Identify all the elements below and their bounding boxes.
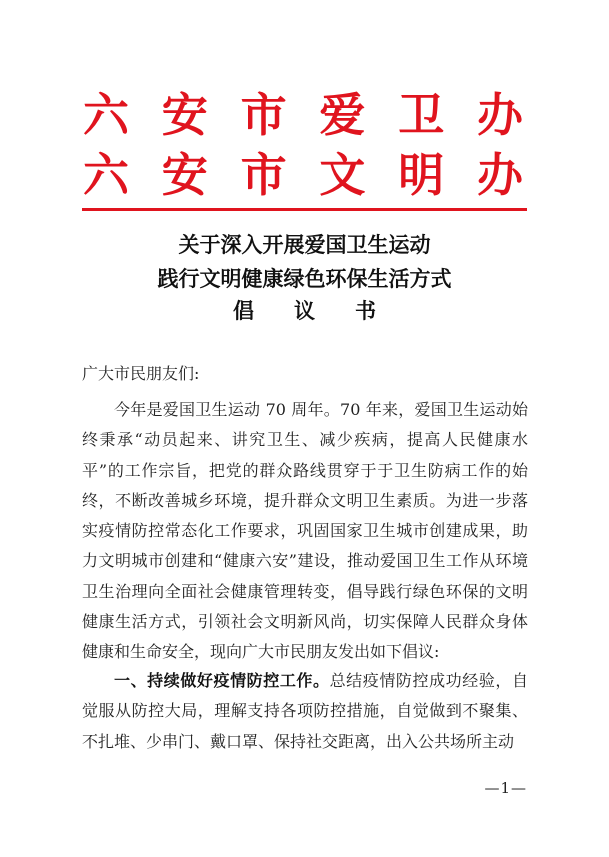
letterhead-char: 市 [240, 148, 287, 202]
section-1-heading: 一、持续做好疫情防控工作。 [114, 671, 330, 690]
page-number: —1— [484, 779, 527, 797]
letterhead-line-1 [78, 82, 528, 148]
letterhead-char: 市 [240, 88, 287, 142]
letterhead-char: 安 [161, 148, 208, 202]
letterhead-red-rule [82, 208, 527, 211]
letterhead-char: 安 [161, 88, 208, 142]
letterhead-char: 办 [476, 148, 523, 202]
salutation: 广大市民朋友们: [82, 364, 200, 383]
letterhead-char: 爱 [319, 88, 366, 142]
document-title-line-1: 关于深入开展爱国卫生运动 [178, 232, 431, 257]
letterhead-char: 六 [83, 148, 129, 202]
letterhead-char: 办 [476, 88, 523, 142]
letterhead-char: 文 [319, 148, 366, 202]
letterhead-line-2 [78, 142, 528, 208]
document-title-line-3: 倡议书 [233, 298, 416, 323]
paragraph-section-1 [82, 666, 528, 757]
letterhead-char: 卫 [398, 88, 445, 142]
section-1-text: 总结疫情防控成功经验，自觉服从防控大局，理解支持各项防控措施，自觉做到不聚集、不扎堆、少串门、戴口罩、保持社交距离，出入公共场所主动 [82, 671, 528, 751]
letterhead-char: 六 [83, 88, 129, 142]
letterhead-char: 明 [398, 148, 445, 202]
paragraph-intro: 今年是爱国卫生运动 70 周年。70 年来，爱国卫生运动始终秉承“动员起来、讲究卫生、减少疾病，提高人民健康水平”的工作宗旨，把党的群众路线贯穿于于卫生防病工作的始终，不断改善城乡环境，提升群众文明卫生素质。为进一步落实疫情防控常态化工作要求，巩固国家卫生城市创建成果，助力文明城市创建和“健康六安”建设，推动爱国卫生工作从环境卫生治理向全面社会健康管理转变，倡导践行绿色环保的文明健康生活方式，引领社会文明新风尚，切实保障人民群众身体健康和生命安全，现向广大市民朋友发出如下倡议: [82, 400, 528, 662]
document-title-line-2: 践行文明健康绿色环保生活方式 [157, 266, 452, 291]
